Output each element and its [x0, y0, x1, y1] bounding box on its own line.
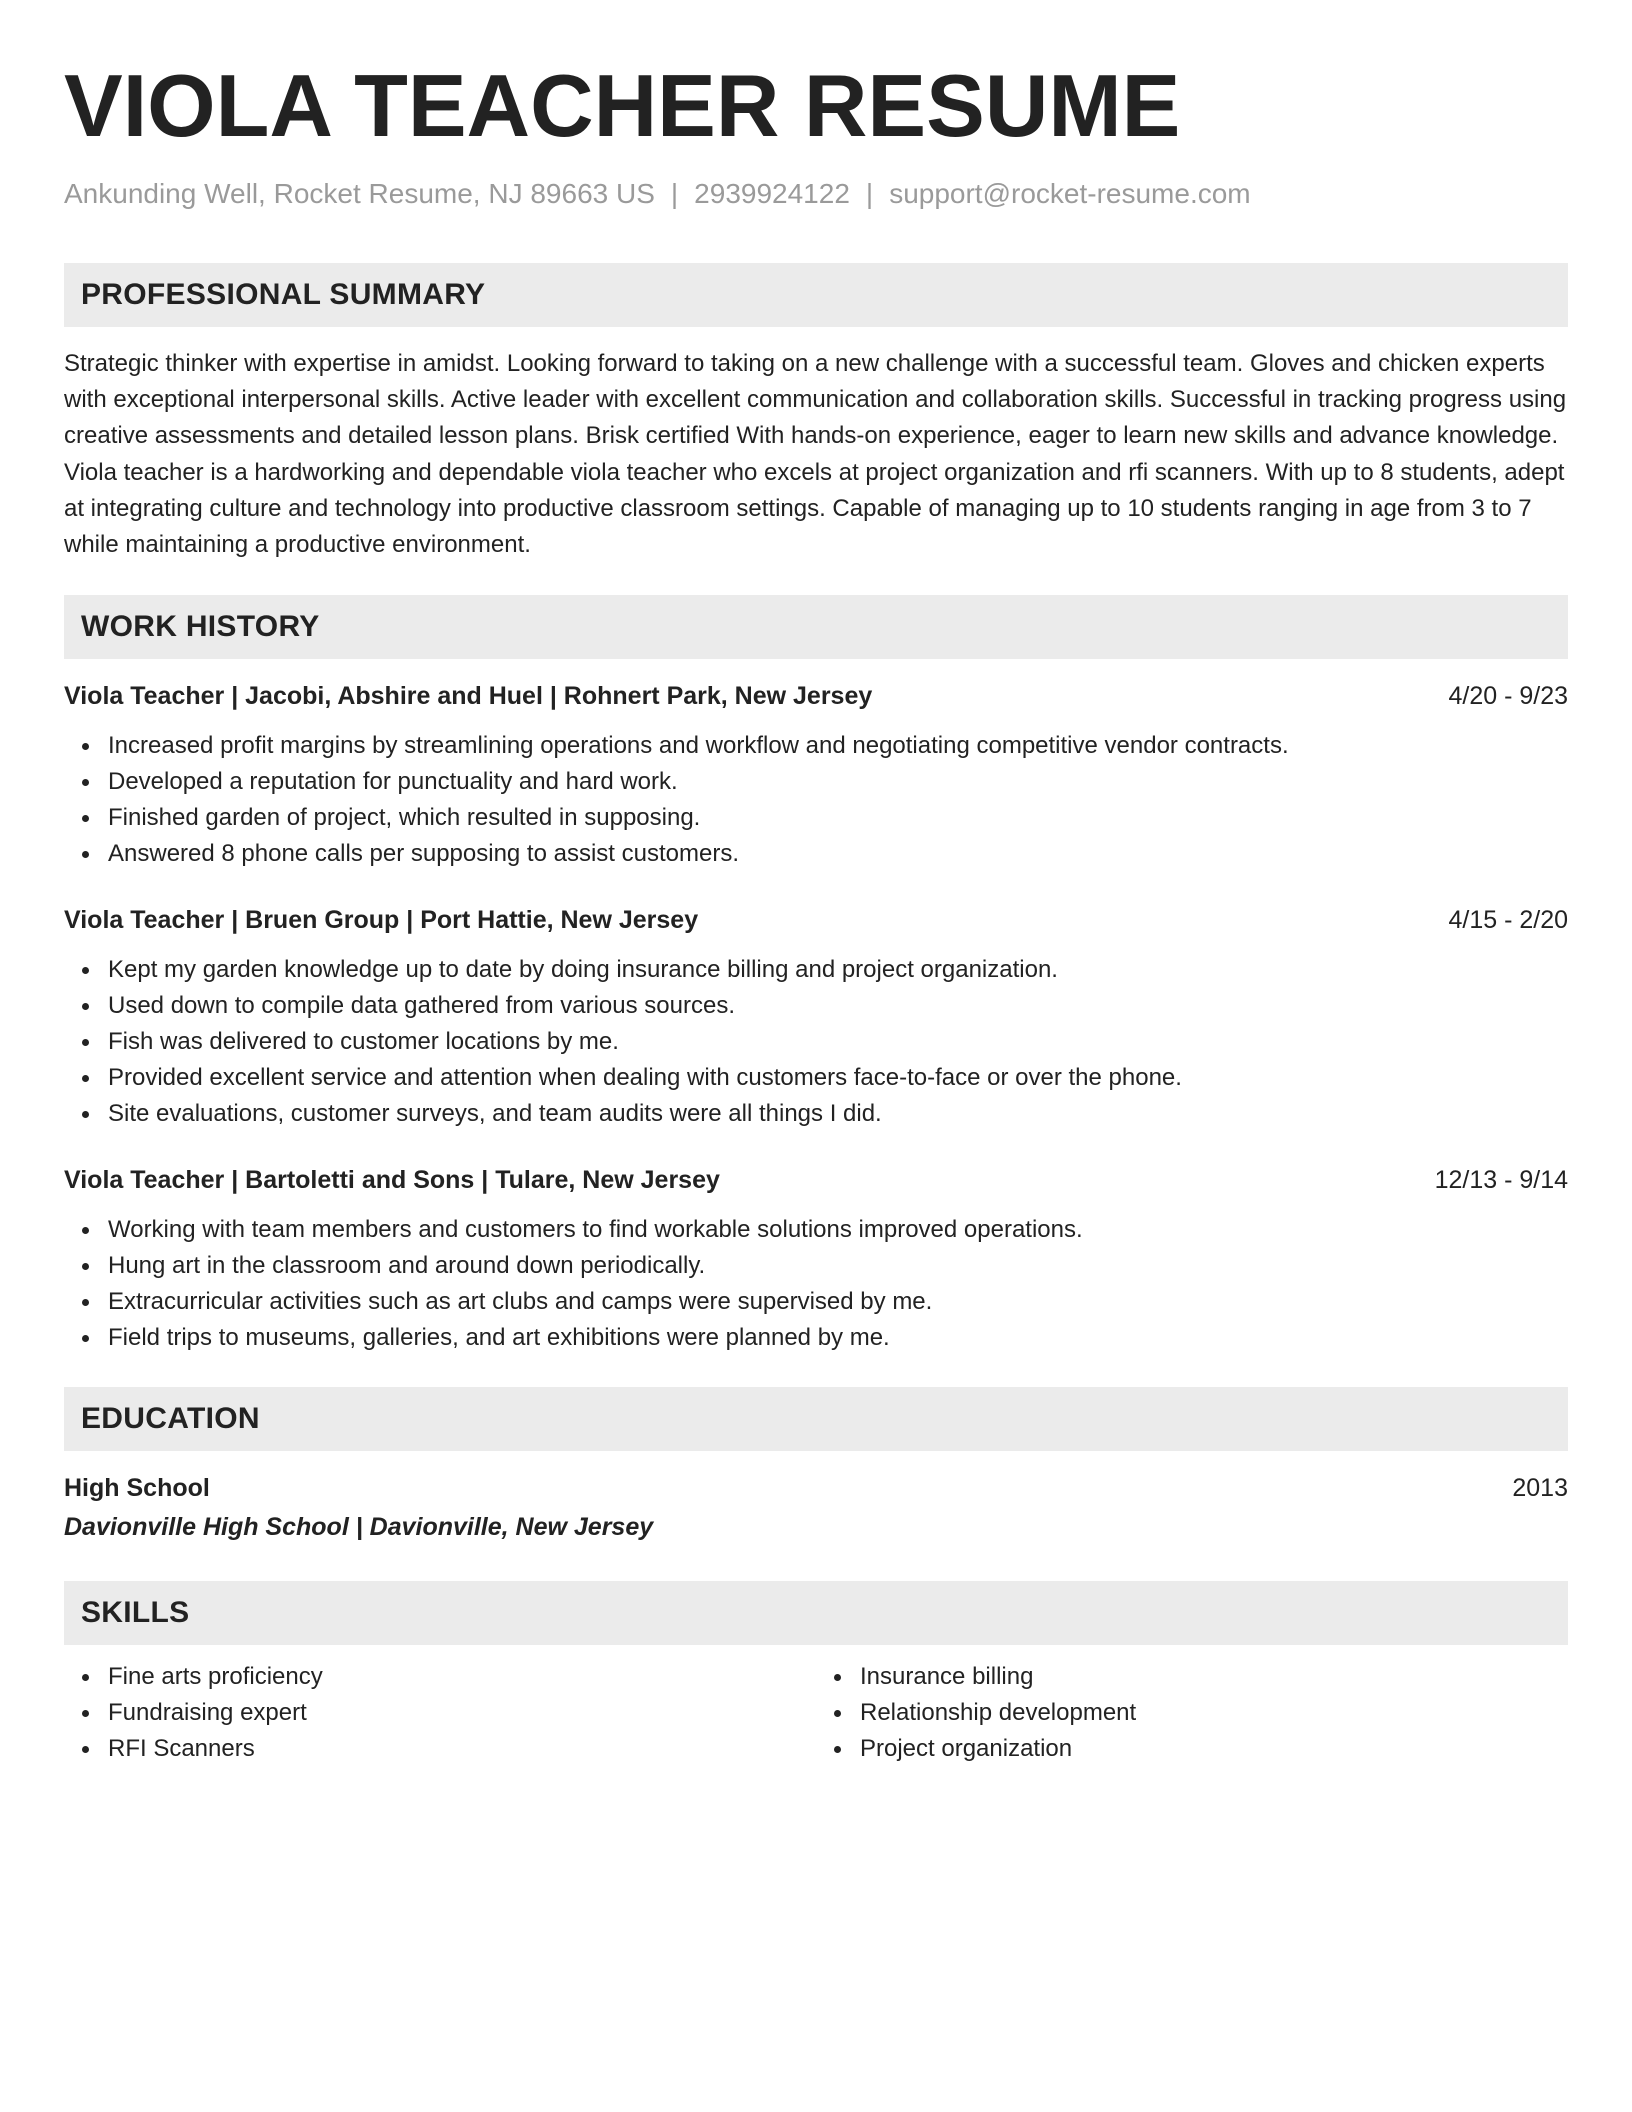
- list-item: Fish was delivered to customer locations by me.: [108, 1024, 1568, 1060]
- skills-list: [64, 1659, 1568, 1767]
- summary-heading: PROFESSIONAL SUMMARY: [81, 278, 486, 311]
- list-item: Provided excellent service and attention when dealing with customers face-to-face or over the phone.: [108, 1060, 1568, 1096]
- skill-item: Fundraising expert: [108, 1695, 816, 1731]
- job-bullets: [64, 728, 1568, 872]
- contact-separator: |: [865, 178, 874, 209]
- contact-phone: 2939924122: [694, 178, 850, 209]
- list-item: Increased profit margins by streamlining operations and workflow and negotiating competitive vendor contracts.: [108, 728, 1568, 764]
- job-title: Viola Teacher | Bartoletti and Sons | Tulare, New Jersey: [64, 1166, 720, 1195]
- education-entry: [64, 1471, 1568, 1544]
- list-item: Working with team members and customers to find workable solutions improved operations.: [108, 1212, 1568, 1248]
- list-item: Kept my garden knowledge up to date by doing insurance billing and project organization.: [108, 952, 1568, 988]
- skill-item: Insurance billing: [860, 1659, 1568, 1695]
- skill-item: Project organization: [860, 1731, 1568, 1767]
- contact-separator: |: [670, 178, 679, 209]
- contact-address: Ankunding Well, Rocket Resume, NJ 89663 US: [64, 178, 655, 209]
- summary-text: Strategic thinker with expertise in amidst. Looking forward to taking on a new challenge with a successful team. Gloves and chicken experts with exceptional interpersonal skills. Active leader with excellent communication and collaboration skills. Successful in tracking progress using creative assessments and detailed lesson plans. Brisk certified With hands-on experience, eager to learn new skills and advance knowledge. Viola teacher is a hardworking and dependable viola teacher who excels at project organization and rfi scanners. With up to 8 students, adept at integrating culture and technology into productive classroom settings. Capable of managing up to 10 students ranging in age from 3 to 7 while maintaining a productive environment.: [64, 350, 1567, 559]
- education-degree: High School: [64, 1474, 210, 1503]
- list-item: Used down to compile data gathered from various sources.: [108, 988, 1568, 1024]
- list-item: Site evaluations, customer surveys, and team audits were all things I did.: [108, 1096, 1568, 1132]
- contact-email: support@rocket-resume.com: [889, 178, 1251, 209]
- job-bullets: [64, 952, 1568, 1132]
- education-heading: EDUCATION: [81, 1402, 260, 1436]
- list-item: Answered 8 phone calls per supposing to assist customers.: [108, 836, 1568, 872]
- skill-item: Fine arts proficiency: [108, 1659, 816, 1695]
- job-dates: 12/13 - 9/14: [1434, 1166, 1568, 1195]
- job-title: Viola Teacher | Jacobi, Abshire and Huel | Rohnert Park, New Jersey: [64, 682, 873, 711]
- list-item: Hung art in the classroom and around down periodically.: [108, 1248, 1568, 1284]
- job-entry: [64, 1163, 1568, 1356]
- list-item: Extracurricular activities such as art clubs and camps were supervised by me.: [108, 1284, 1568, 1320]
- skills-bullets: [816, 1659, 1568, 1767]
- work-history-heading: WORK HISTORY: [81, 610, 320, 644]
- skills-section-header: [64, 1581, 1568, 1645]
- job-entry: [64, 679, 1568, 872]
- job-dates: 4/20 - 9/23: [1448, 682, 1568, 711]
- job-title: Viola Teacher | Bruen Group | Port Hattie, New Jersey: [64, 906, 699, 935]
- summary-section-header: [64, 263, 1568, 327]
- job-bullets: [64, 1212, 1568, 1356]
- education-school: Davionville High School | Davionville, New Jersey: [64, 1513, 654, 1542]
- skills-bullets: [64, 1659, 816, 1767]
- list-item: Developed a reputation for punctuality and hard work.: [108, 764, 1568, 800]
- education-header: [64, 1471, 1568, 1505]
- skills-column-left: [64, 1659, 816, 1767]
- skills-column-right: [816, 1659, 1568, 1767]
- job-header: [64, 1163, 1568, 1197]
- job-header: [64, 903, 1568, 937]
- list-item: Finished garden of project, which resulted in supposing.: [108, 800, 1568, 836]
- skill-item: RFI Scanners: [108, 1731, 816, 1767]
- resume-title: VIOLA TEACHER RESUME: [64, 56, 1181, 155]
- job-header: [64, 679, 1568, 713]
- list-item: Field trips to museums, galleries, and art exhibitions were planned by me.: [108, 1320, 1568, 1356]
- contact-line: [64, 176, 1568, 212]
- job-dates: 4/15 - 2/20: [1448, 906, 1568, 935]
- education-year: 2013: [1512, 1474, 1568, 1503]
- work-history-section-header: [64, 595, 1568, 659]
- skills-heading: SKILLS: [81, 1596, 190, 1630]
- skill-item: Relationship development: [860, 1695, 1568, 1731]
- education-section-header: [64, 1387, 1568, 1451]
- job-entry: [64, 903, 1568, 1132]
